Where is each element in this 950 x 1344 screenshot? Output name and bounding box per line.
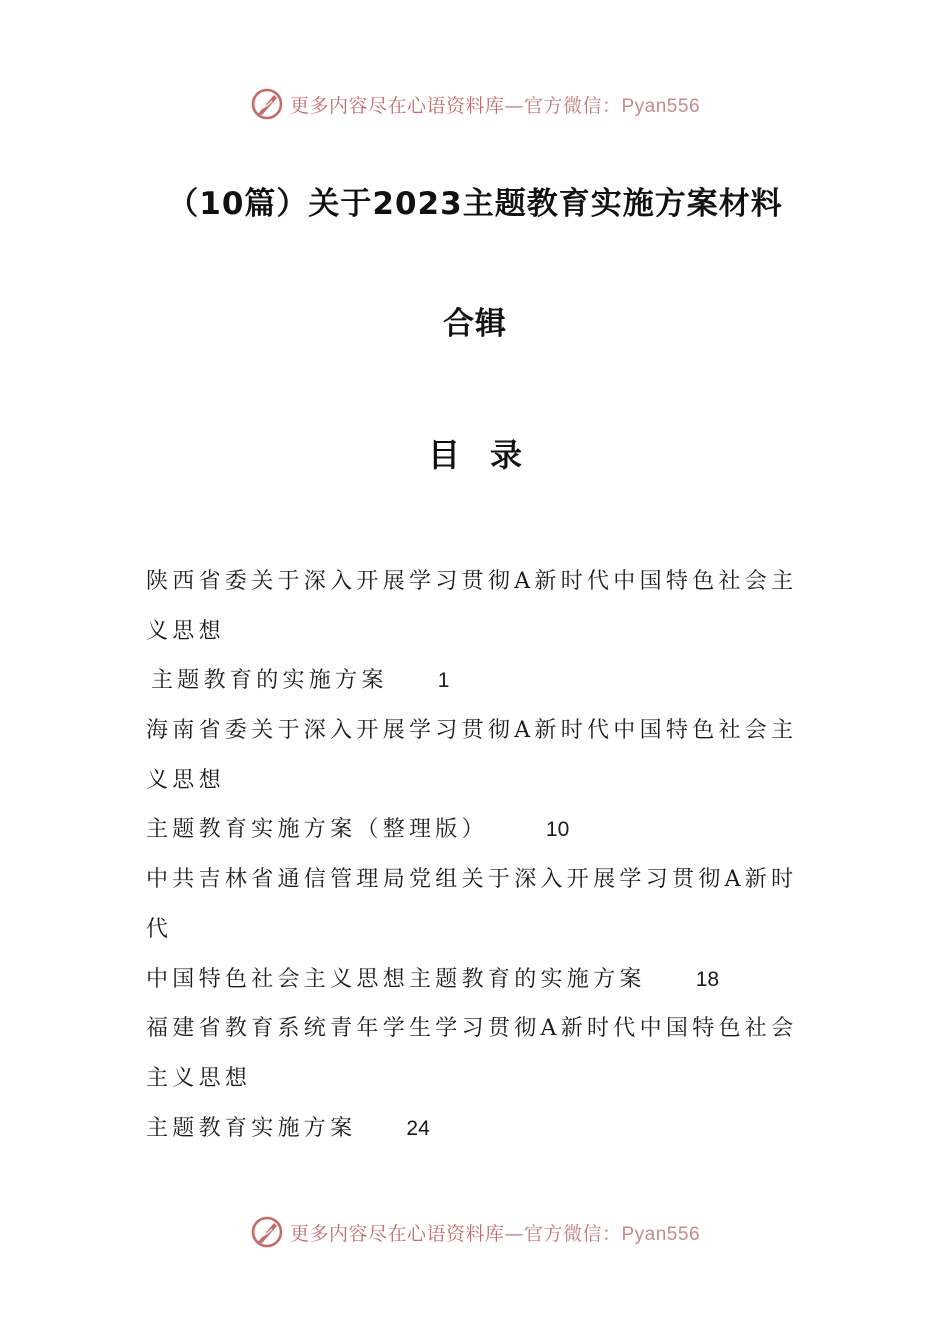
quill-pen-logo-icon	[250, 1215, 284, 1249]
footer-wechat-label: 官方微信：	[523, 1222, 622, 1245]
toc-entry-1-last-line[interactable]	[146, 661, 816, 711]
toc-entry-2-line-2: 义思想	[146, 767, 225, 793]
header-wechat-label: 官方微信：	[523, 94, 622, 117]
toc-entry-1-line-2: 义思想	[146, 618, 225, 644]
header-wechat-id: Pyan556	[621, 95, 701, 117]
toc-entry-3-line-1: 中共吉林省通信管理局党组关于深入开展学习贯彻A新时	[146, 867, 798, 893]
toc-entry-1-line-1: 陕西省委关于深入开展学习贯彻A新时代中国特色社会主	[146, 569, 798, 594]
toc-entry-1-page: 1	[437, 669, 450, 693]
header-separator: —	[504, 94, 524, 117]
toc-entry-3-title-end: 中国特色社会主义思想主题教育的实施方案	[146, 966, 646, 992]
header-brand: 更多内容尽在心语资料库	[289, 94, 505, 117]
footer-watermark	[0, 1212, 950, 1252]
toc-entry-4-page: 24	[406, 1116, 430, 1140]
toc-entry-2-page: 10	[545, 818, 570, 842]
toc-entry-2-last-line[interactable]	[146, 810, 816, 860]
toc-entry-4-title-end: 主题教育实施方案	[146, 1115, 357, 1141]
toc-entry-4-last-line[interactable]	[146, 1109, 816, 1159]
toc-entry-3-page: 18	[695, 967, 720, 991]
toc-entry-2-line-1: 海南省委关于深入开展学习贯彻A新时代中国特色社会主	[146, 718, 798, 744]
footer-wechat-id: Pyan556	[621, 1223, 701, 1245]
quill-pen-logo-icon	[250, 87, 284, 121]
toc-heading: 目录	[427, 436, 552, 474]
toc-entry-4-line-1: 福建省教育系统青年学生学习贯彻A新时代中国特色社会	[146, 1016, 798, 1042]
table-of-contents	[146, 562, 816, 1158]
toc-entry-3-last-line[interactable]	[146, 960, 816, 1010]
footer-brand: 更多内容尽在心语资料库	[289, 1222, 505, 1245]
header-watermark	[0, 84, 950, 124]
footer-separator: —	[504, 1222, 524, 1245]
footer-text	[290, 1219, 700, 1246]
document-title-line-2: 合辑	[443, 306, 507, 342]
toc-entry-4-line-2: 主义思想	[146, 1065, 252, 1091]
toc-entry-3-line-2: 代	[146, 916, 173, 942]
document-title-line-1: （10篇）关于2023主题教育实施方案材料	[167, 186, 783, 222]
toc-entry-1-title-end: 主题教育的实施方案	[151, 668, 388, 694]
header-text	[290, 91, 700, 118]
toc-entry-2-title-end: 主题教育实施方案（整理版）	[146, 817, 488, 843]
